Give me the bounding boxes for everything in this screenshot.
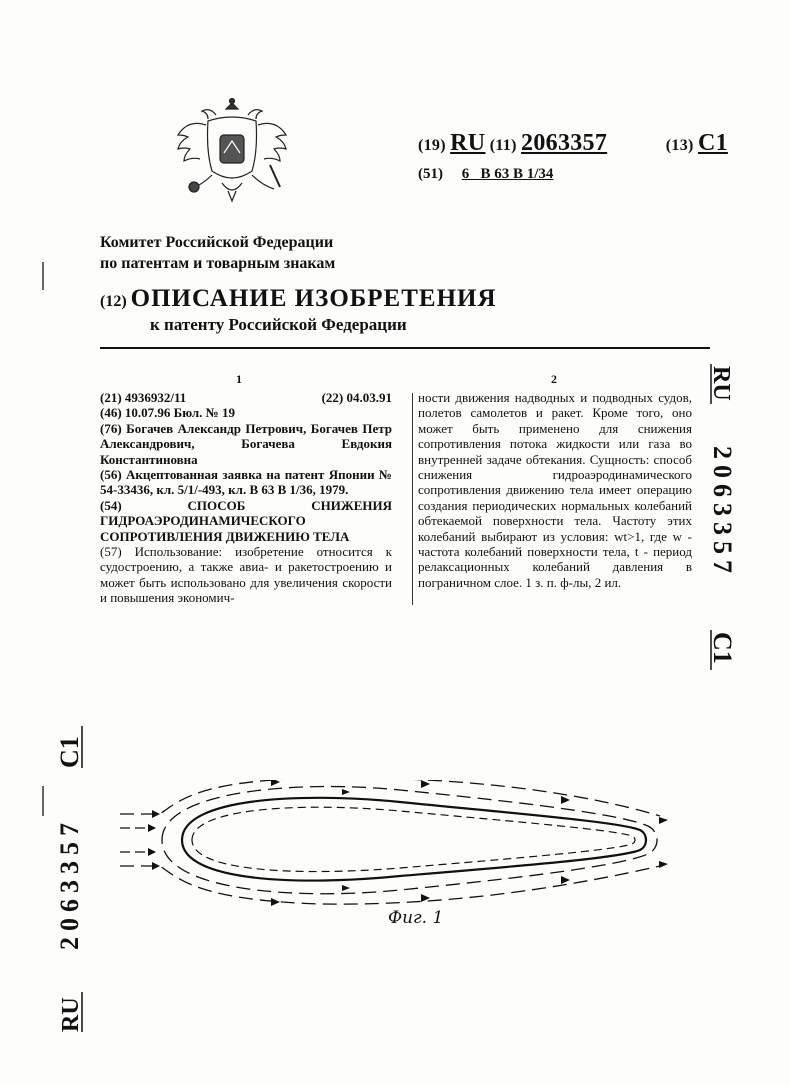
- side-right-kind: C1: [708, 632, 737, 664]
- inid-code-11: (11): [489, 137, 517, 154]
- header-divider: [100, 347, 710, 349]
- emblem-icon: [172, 95, 292, 205]
- ipc-class: 6 B 63 B 1/34: [461, 166, 554, 182]
- patent-header: [418, 130, 728, 157]
- figure-caption: Фиг. 1: [388, 908, 444, 928]
- scan-mark: [42, 786, 44, 816]
- inid-code-12: (12): [100, 293, 127, 310]
- kind-code: C1: [697, 130, 728, 156]
- title-main: ОПИСАНИЕ ИЗОБРЕТЕНИЯ: [130, 285, 497, 312]
- document-subtitle: к патенту Российской Федерации: [150, 315, 407, 334]
- column-number-2: 2: [551, 372, 557, 386]
- side-label-left: [38, 710, 98, 1040]
- side-label-right: [700, 360, 770, 690]
- filing-date: (22) 04.03.91: [321, 390, 392, 405]
- committee-line-2: по патентам и товарным знакам: [100, 255, 336, 272]
- document-title: [100, 285, 497, 313]
- patent-number: 2063357: [521, 130, 608, 156]
- committee-name: [100, 232, 335, 274]
- side-left-country: RU: [58, 997, 84, 1032]
- inid-code-51: (51): [418, 166, 443, 182]
- side-left-number: 2063357: [55, 817, 84, 950]
- side-right-country: RU: [708, 366, 734, 401]
- invention-title: (54) СПОСОБ СНИЖЕНИЯ ГИДРОАЭРОДИНАМИЧЕСКОГО СОПРОТИВЛЕНИЯ ДВИЖЕНИЮ ТЕЛА: [100, 497, 392, 544]
- country-code: RU: [450, 130, 486, 156]
- committee-line-1: Комитет Российской Федерации: [100, 234, 334, 251]
- side-right-number: 2063357: [708, 446, 737, 579]
- inventors: (76) Богачев Александр Петрович, Богачев Петр Александрович, Богачева Евдокия Константиновна: [100, 420, 392, 467]
- flow-arrows: [148, 780, 668, 906]
- publication-date: (46) 10.07.96 Бюл. № 19: [100, 405, 235, 421]
- inid-code-13: (13): [665, 137, 694, 154]
- references: (56) Акцептованная заявка на патент Японии № 54-33436, кл. 5/1/-493, кл. В 63 В 1/36, 1979.: [100, 467, 392, 498]
- column-number-1: 1: [236, 372, 242, 386]
- bibliographic-column: [100, 390, 392, 606]
- abstract-column: [418, 390, 692, 590]
- ipc-line: [418, 166, 553, 183]
- abstract-part-2: ности движения надводных и подводных судов, полетов самолетов и ракет. Кроме того, оно может быть применено для снижения сопротивления потока жидкости или газа во внутренней задаче обтекания. Сущность: способ снижения гидроаэродинамического сопротивления движению тела имеет операцию создания периодических нормальных колебаний обтекаемой поверхности тела. Частоту этих колебаний выбирают из условия: wt>1, где w - частота колебаний поверхности тела, t - период релаксационных колебаний давления в пограничном слое. 1 з. п. ф-лы, 2 ил.: [418, 390, 692, 590]
- scan-mark: [42, 262, 44, 290]
- body-outline: [182, 798, 646, 881]
- application-number: (21) 4936932/11: [100, 390, 187, 405]
- abstract-part-1: (57) Использование: изобретение относится к судостроению, а также авиа- и ракетостроению и может быть использовано для увеличения скорости и повышения экономич-: [100, 544, 392, 606]
- column-divider: [412, 393, 413, 605]
- side-left-kind: C1: [55, 736, 84, 768]
- inid-code-19: (19): [418, 137, 446, 154]
- flow-line-outer-bottom: [120, 866, 660, 904]
